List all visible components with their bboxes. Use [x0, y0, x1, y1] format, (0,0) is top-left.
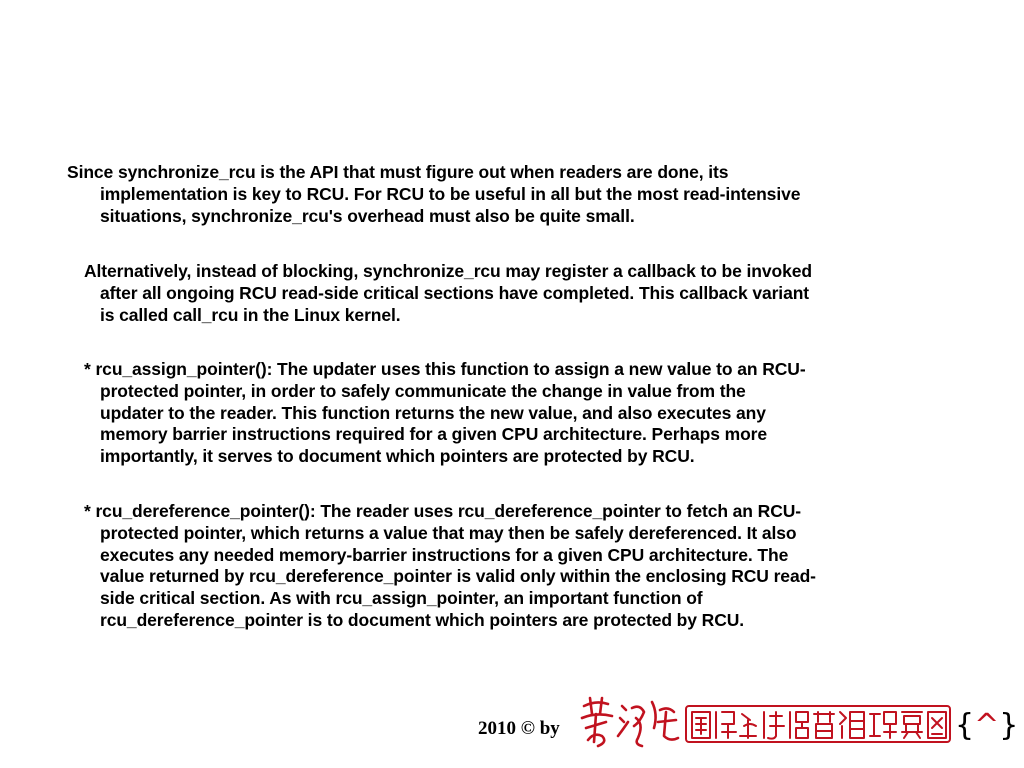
- copyright-text: 2010 © by: [478, 718, 560, 739]
- left-brace: {: [955, 708, 975, 743]
- logo: [955, 708, 1018, 744]
- logo-mark: ^: [974, 708, 1000, 743]
- footer: [478, 692, 1019, 752]
- text-line: * rcu_dereference_pointer(): The reader uses rcu_dereference_pointer to fetch an RCU-: [84, 501, 801, 521]
- text-line: Since synchronize_rcu is the API that must figure out when readers are done, its: [67, 162, 729, 182]
- paragraph-call-rcu: [84, 261, 812, 326]
- signature-image: [578, 692, 682, 752]
- text-line: Alternatively, instead of blocking, synchronize_rcu may register a callback to be invoked: [84, 261, 812, 281]
- paragraph-synchronize-rcu: [67, 162, 800, 227]
- text-line: rcu_dereference_pointer is to document which pointers are protected by RCU.: [100, 609, 745, 630]
- text-line: protected pointer, in order to safely communicate the change in value from the: [100, 380, 746, 401]
- text-line: is called call_rcu in the Linux kernel.: [100, 304, 401, 325]
- text-line: * rcu_assign_pointer(): The updater uses this function to assign a new value to an RCU-: [84, 359, 806, 379]
- paragraph-rcu-dereference-pointer: [84, 501, 816, 632]
- text-line: value returned by rcu_dereference_pointer is valid only within the enclosing RCU read-: [100, 566, 816, 587]
- right-brace: }: [999, 708, 1019, 743]
- seal-image: [684, 702, 954, 746]
- text-line: side critical section. As with rcu_assign_pointer, an important function of: [100, 588, 703, 609]
- text-line: memory barrier instructions required for a given CPU architecture. Perhaps more: [100, 424, 768, 445]
- text-line: protected pointer, which returns a value that may then be safely dereferenced. It also: [100, 522, 797, 543]
- text-line: after all ongoing RCU read-side critical sections have completed. This callback variant: [100, 282, 810, 303]
- text-line: implementation is key to RCU. For RCU to be useful in all but the most read-intensive: [100, 183, 801, 204]
- text-line: executes any needed memory-barrier instructions for a given CPU architecture. The: [100, 544, 789, 565]
- text-line: updater to the reader. This function returns the new value, and also executes any: [100, 402, 766, 423]
- paragraph-rcu-assign-pointer: [84, 359, 806, 468]
- text-line: situations, synchronize_rcu's overhead must also be quite small.: [100, 205, 635, 226]
- text-line: importantly, it serves to document which pointers are protected by RCU.: [100, 446, 695, 467]
